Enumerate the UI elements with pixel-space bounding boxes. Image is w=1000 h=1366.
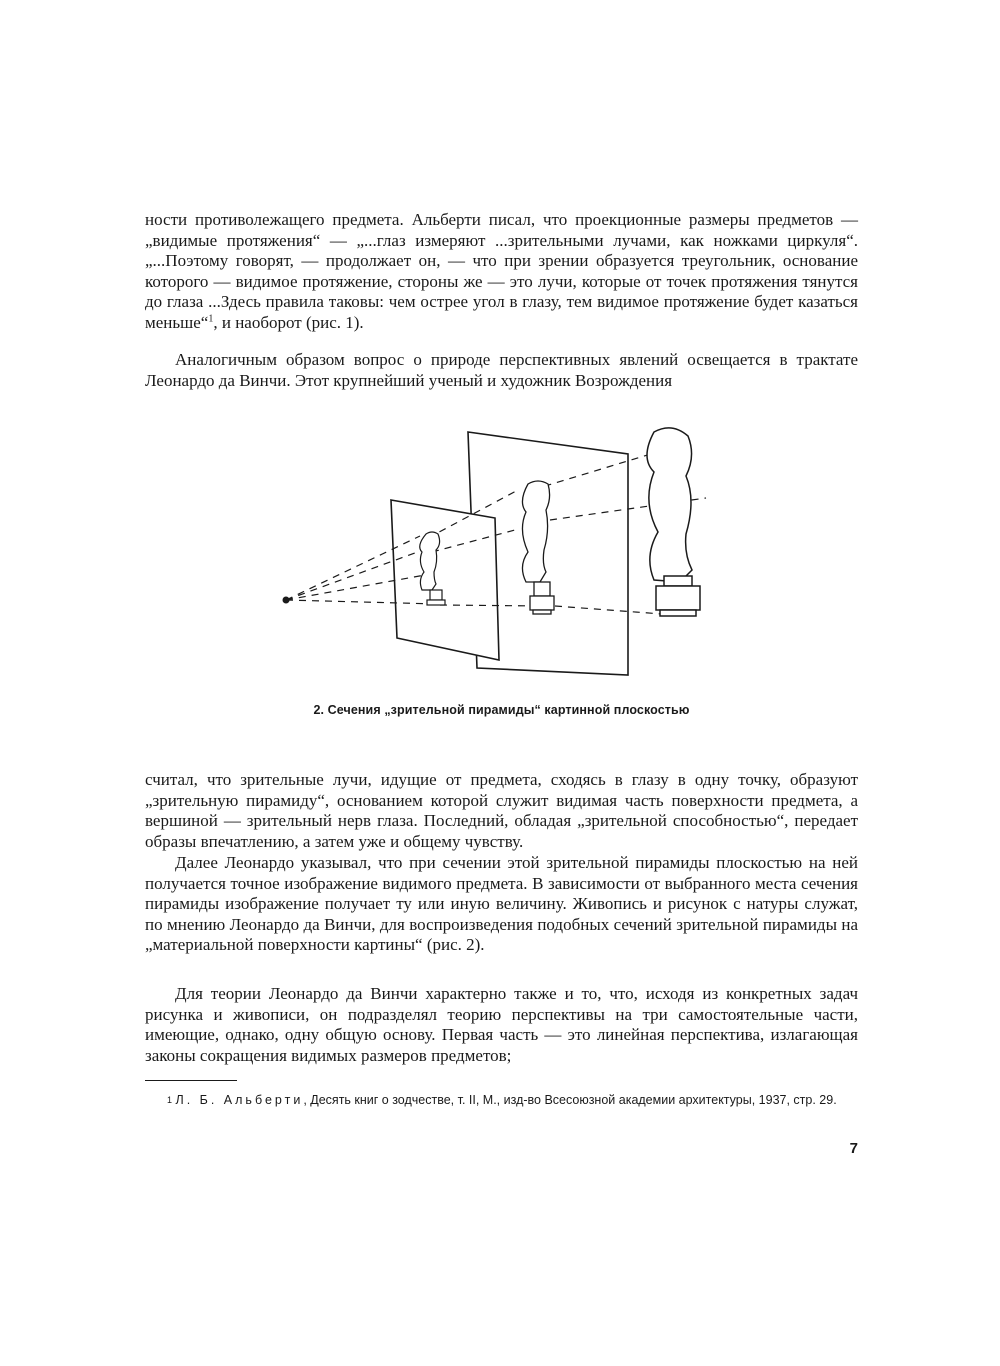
eye-point xyxy=(283,597,290,604)
page-number: 7 xyxy=(849,1140,858,1157)
medium-statue-image xyxy=(522,481,554,614)
footnote-text: , Десять книг о зодчестве, т. II, М., изд-во Всесоюзной академии архитектуры, 1937, стр. 29. xyxy=(303,1093,837,1107)
paragraph-perspective-parts: Для теории Леонардо да Винчи характерно также и то, что, исходя из конкретных задач рисунка и живописи, он подразделял теорию перспективы на три самостоятельные части, имеющие, однако, одну общую основу. Первая часть — это линейная перспектива, излагающая законы сокращения видимых размеров предметов; xyxy=(145,984,858,1065)
statue-object xyxy=(647,428,700,616)
paragraph-alberti xyxy=(145,210,858,333)
footnote-mark: 1 xyxy=(167,1095,173,1105)
footnote-reference[interactable]: 1 xyxy=(208,312,214,324)
figure-caption: 2. Сечения „зрительной пирамиды“ картинной плоскостью xyxy=(313,703,690,717)
footnote-divider xyxy=(145,1080,237,1081)
paragraph-visual-pyramid: считал, что зрительные лучи, идущие от предмета, сходясь в глазу в одну точку, образуют „зрительную пирамиду“, основанием которой служит видимая часть поверхности предмета, а вершиной — зрительный нерв глаза. Последний, обладая „зрительной способностью“, передает образы впечатлению, а затем уже и общему чувству. xyxy=(145,770,858,851)
paragraph-text-tail: , и наоборот (рис. 1). xyxy=(213,312,364,332)
paragraph-leonardo-intro: Аналогичным образом вопрос о природе перспективных явлений освещается в трактате Леонардо да Винчи. Этот крупнейший ученый и художник Возрождения xyxy=(145,350,858,390)
paragraph-section-plane: Далее Леонардо указывал, что при сечении этой зрительной пирамиды плоскостью на ней получается точное изображение видимого предмета. В зависимости от выбранного места сечения пирамиды изображение получает ту или иную величину. Живопись и рисунок с натуры служат, по мнению Леонардо да Винчи, для воспроизведения подобных сечений зрительной пирамиды на „материальной поверхности картины“ (рис. 2). xyxy=(145,853,858,954)
footnote-author: Л. Б. Альберти xyxy=(175,1093,304,1107)
footnote xyxy=(145,1091,858,1110)
visual-pyramid-illustration xyxy=(270,420,730,680)
front-picture-plane xyxy=(391,500,499,660)
paragraph-text: ности противолежащего предмета. Альберти писал, что проекционные размеры предметов — „видимые протяжения“ — „...глаз измеряют ...зрительными лучами, как ножками циркуля“. „...Поэтому говорят, — продолжает он, — что при зрении образуется треугольник, основание которого — видимое протяжение, стороны же — это лучи, которые от точек протяжения тянутся до глаза ...Здесь правила таковы: чем острее угол в глазу, тем видимое протяжение будет казаться меньше“ xyxy=(145,210,858,332)
figure-visual-pyramid xyxy=(270,420,730,680)
